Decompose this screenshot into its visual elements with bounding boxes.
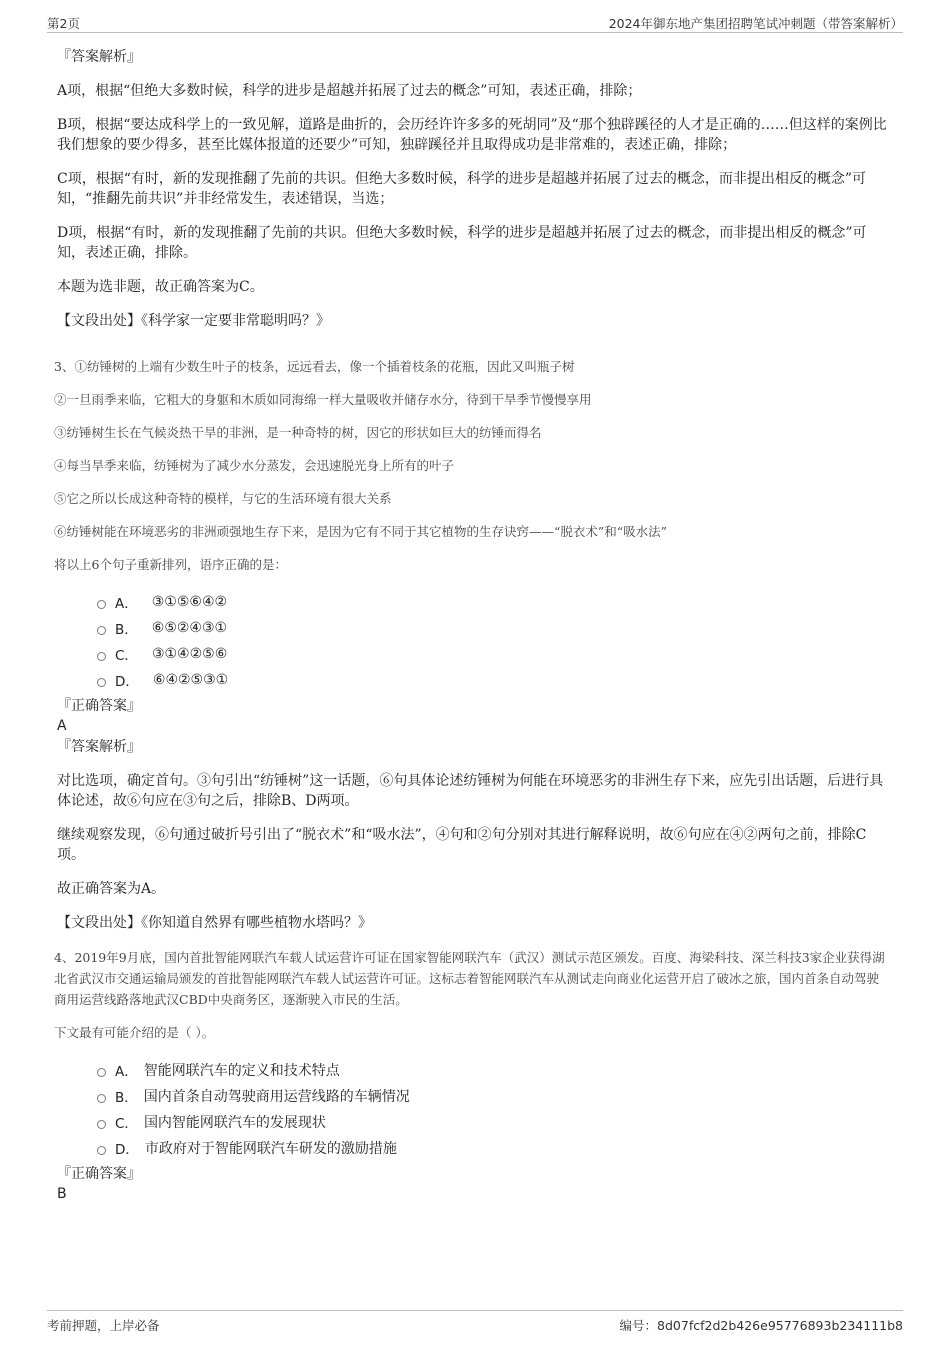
answer-label: 『正确答案』: [57, 698, 141, 714]
page-number: 第2页: [47, 16, 80, 31]
radio-icon[interactable]: [97, 1120, 106, 1129]
page-header: [47, 12, 903, 33]
analysis-label: 『答案解析』: [57, 739, 141, 755]
answer-value: B: [57, 1186, 67, 1202]
footer-slogan: 考前押题，上岸必备: [47, 1318, 160, 1333]
page-footer: [47, 1310, 903, 1335]
analysis-para: A项，根据“但绝大多数时候，科学的进步是超越并拓展了过去的概念”可知，表述正确，排除；: [57, 83, 642, 99]
radio-icon[interactable]: [97, 652, 106, 661]
option-d[interactable]: D． ⑥④②⑤③①: [97, 667, 887, 693]
option-b[interactable]: B． 国内首条自动驾驶商用运营线路的车辆情况: [97, 1083, 887, 1109]
page-content: [54, 46, 887, 1204]
analysis-label: 『答案解析』: [57, 49, 141, 65]
question-passage: 4、2019年9月底，国内首批智能网联汽车载人试运营许可证在国家智能网联汽车（武汉）测试示范区颁发。百度、海梁科技、深兰科技3家企业获得湖北省武汉市交通运输局颁发的首批智能网联汽车载人试运营许可证。这标志着智能网联汽车从测试走向商业化运营开启了破冰之旅，国内首条自动驾驶商用运营线路落地武汉CBD中央商务区，逐渐驶入市民的生活。: [54, 950, 885, 1007]
analysis-para: 对比选项，确定首句。③句引出“纺锤树”这一话题，⑥句具体论述纺锤树为何能在环境恶劣的非洲生存下来，应先引出话题，后进行具体论述，故⑥句应在③句之后，排除B、D两项。: [57, 773, 884, 809]
option-c[interactable]: C． 国内智能网联汽车的发展现状: [97, 1109, 887, 1135]
option-b[interactable]: B． ⑥⑤②④③①: [97, 615, 887, 641]
analysis-conclusion: 故正确答案为A。: [57, 881, 166, 897]
question-stem: 3、①纺锤树的上端有少数生叶子的枝条，远远看去，像一个插着枝条的花瓶，因此又叫瓶子树: [54, 359, 575, 374]
option-list: [57, 589, 887, 693]
option-c[interactable]: C． ③①④②⑤⑥: [97, 641, 887, 667]
radio-icon[interactable]: [97, 678, 106, 687]
answer-label: 『正确答案』: [57, 1166, 141, 1182]
option-d[interactable]: D． 市政府对于智能网联汽车研发的激励措施: [97, 1135, 887, 1161]
option-a[interactable]: A． ③①⑤⑥④②: [97, 589, 887, 615]
sentence-item: ③纺锤树生长在气候炎热干旱的非洲，是一种奇特的树，因它的形状如巨大的纺锤而得名: [54, 425, 542, 440]
source-citation: 【文段出处】《科学家一定要非常聪明吗？》: [57, 313, 330, 329]
question-prompt: 下文最有可能介绍的是（ ）。: [54, 1025, 215, 1040]
document-title: 2024年御东地产集团招聘笔试冲刺题（带答案解析）: [608, 16, 903, 31]
radio-icon[interactable]: [97, 600, 106, 609]
radio-icon[interactable]: [97, 626, 106, 635]
document-id: 编号：8d07fcf2d2b426e95776893b234111b8: [619, 1318, 903, 1333]
analysis-conclusion: 本题为选非题，故正确答案为C。: [57, 279, 264, 295]
sentence-item: ⑤它之所以长成这种奇特的模样，与它的生活环境有很大关系: [54, 491, 392, 506]
analysis-para: B项，根据“要达成科学上的一致见解，道路是曲折的，会历经许许多多的死胡同”及“那个独辟蹊径的人才是正确的……但这样的案例比我们想象的要少得多，甚至比媒体报道的还要少”可知，独辟蹊径并且取得成功是非常难的，表述正确，排除；: [57, 117, 887, 153]
sentence-item: ④每当旱季来临，纺锤树为了减少水分蒸发，会迅速脱光身上所有的叶子: [54, 458, 455, 473]
source-citation: 【文段出处】《你知道自然界有哪些植物水塔吗？》: [57, 915, 372, 931]
analysis-para: D项，根据“有时，新的发现推翻了先前的共识。但绝大多数时候，科学的进步是超越并拓展了过去的概念，而非提出相反的概念”可知，表述正确，排除。: [57, 225, 867, 261]
answer-value: A: [57, 718, 67, 734]
option-a[interactable]: A． 智能网联汽车的定义和技术特点: [97, 1057, 887, 1083]
analysis-para: C项，根据“有时，新的发现推翻了先前的共识。但绝大多数时候，科学的进步是超越并拓展了过去的概念，而非提出相反的概念”可知，“推翻先前共识”并非经常发生，表述错误，当选；: [57, 171, 867, 207]
sentence-item: ②一旦雨季来临，它粗大的身躯和木质如同海绵一样大量吸收并储存水分，待到干旱季节慢慢享用: [54, 392, 592, 407]
radio-icon[interactable]: [97, 1146, 106, 1155]
radio-icon[interactable]: [97, 1068, 106, 1077]
analysis-para: 继续观察发现，⑥句通过破折号引出了“脱衣术”和“吸水法”，④句和②句分别对其进行解释说明，故⑥句应在④②两句之前，排除C项。: [57, 827, 867, 863]
sentence-item: ⑥纺锤树能在环境恶劣的非洲顽强地生存下来，是因为它有不同于其它植物的生存诀窍——“脱衣术”和“吸水法”: [54, 524, 668, 539]
radio-icon[interactable]: [97, 1094, 106, 1103]
option-list: [57, 1057, 887, 1161]
question-prompt: 将以上6个句子重新排列，语序正确的是：: [54, 557, 287, 572]
